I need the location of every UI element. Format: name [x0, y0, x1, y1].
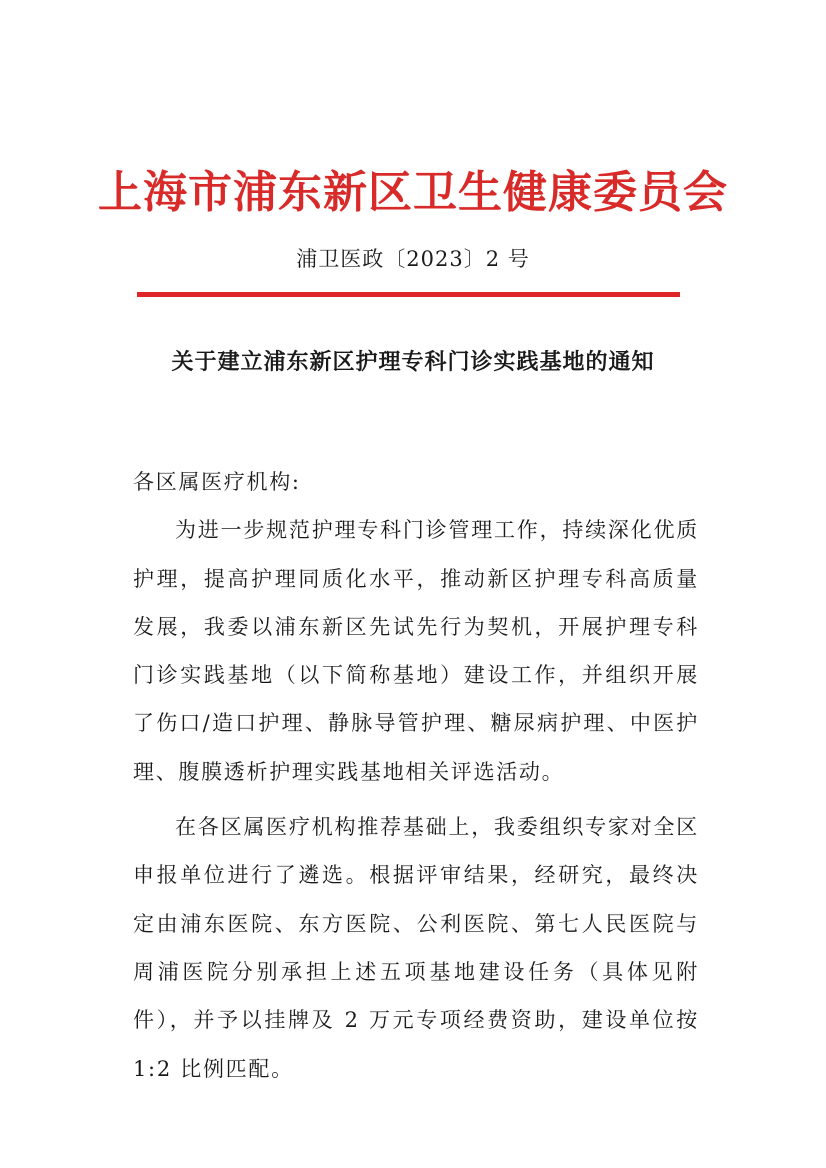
notice-body [133, 458, 699, 1093]
document-number: 浦卫医政〔2023〕2 号 [296, 247, 530, 271]
issuing-organization-header: 上海市浦东新区卫生健康委员会 [98, 167, 728, 218]
notice-title: 关于建立浦东新区护理专科门诊实践基地的通知 [171, 350, 655, 375]
red-separator-line [137, 292, 680, 297]
body-paragraph-2: 在各区属医疗机构推荐基础上，我委组织专家对全区申报单位进行了遴选。根据评审结果，经研究，最终决定由浦东医院、东方医院、公利医院、第七人民医院与周浦医院分别承担上述五项基地建设任务（具体见附件），并予以挂牌及 2 万元专项经费资助，建设单位按 1:2 比例匹配。 [133, 815, 699, 1081]
body-paragraph-1: 为进一步规范护理专科门诊管理工作，持续深化优质护理，提高护理同质化水平，推动新区护理专科高质量发展，我委以浦东新区先试先行为契机，开展护理专科门诊实践基地（以下简称基地）建设工作，并组织开展了伤口/造口护理、静脉导管护理、糖尿病护理、中医护理、腹膜透析护理实践基地相关评选活动。 [133, 518, 699, 784]
salutation: 各区属医疗机构: [133, 470, 301, 494]
